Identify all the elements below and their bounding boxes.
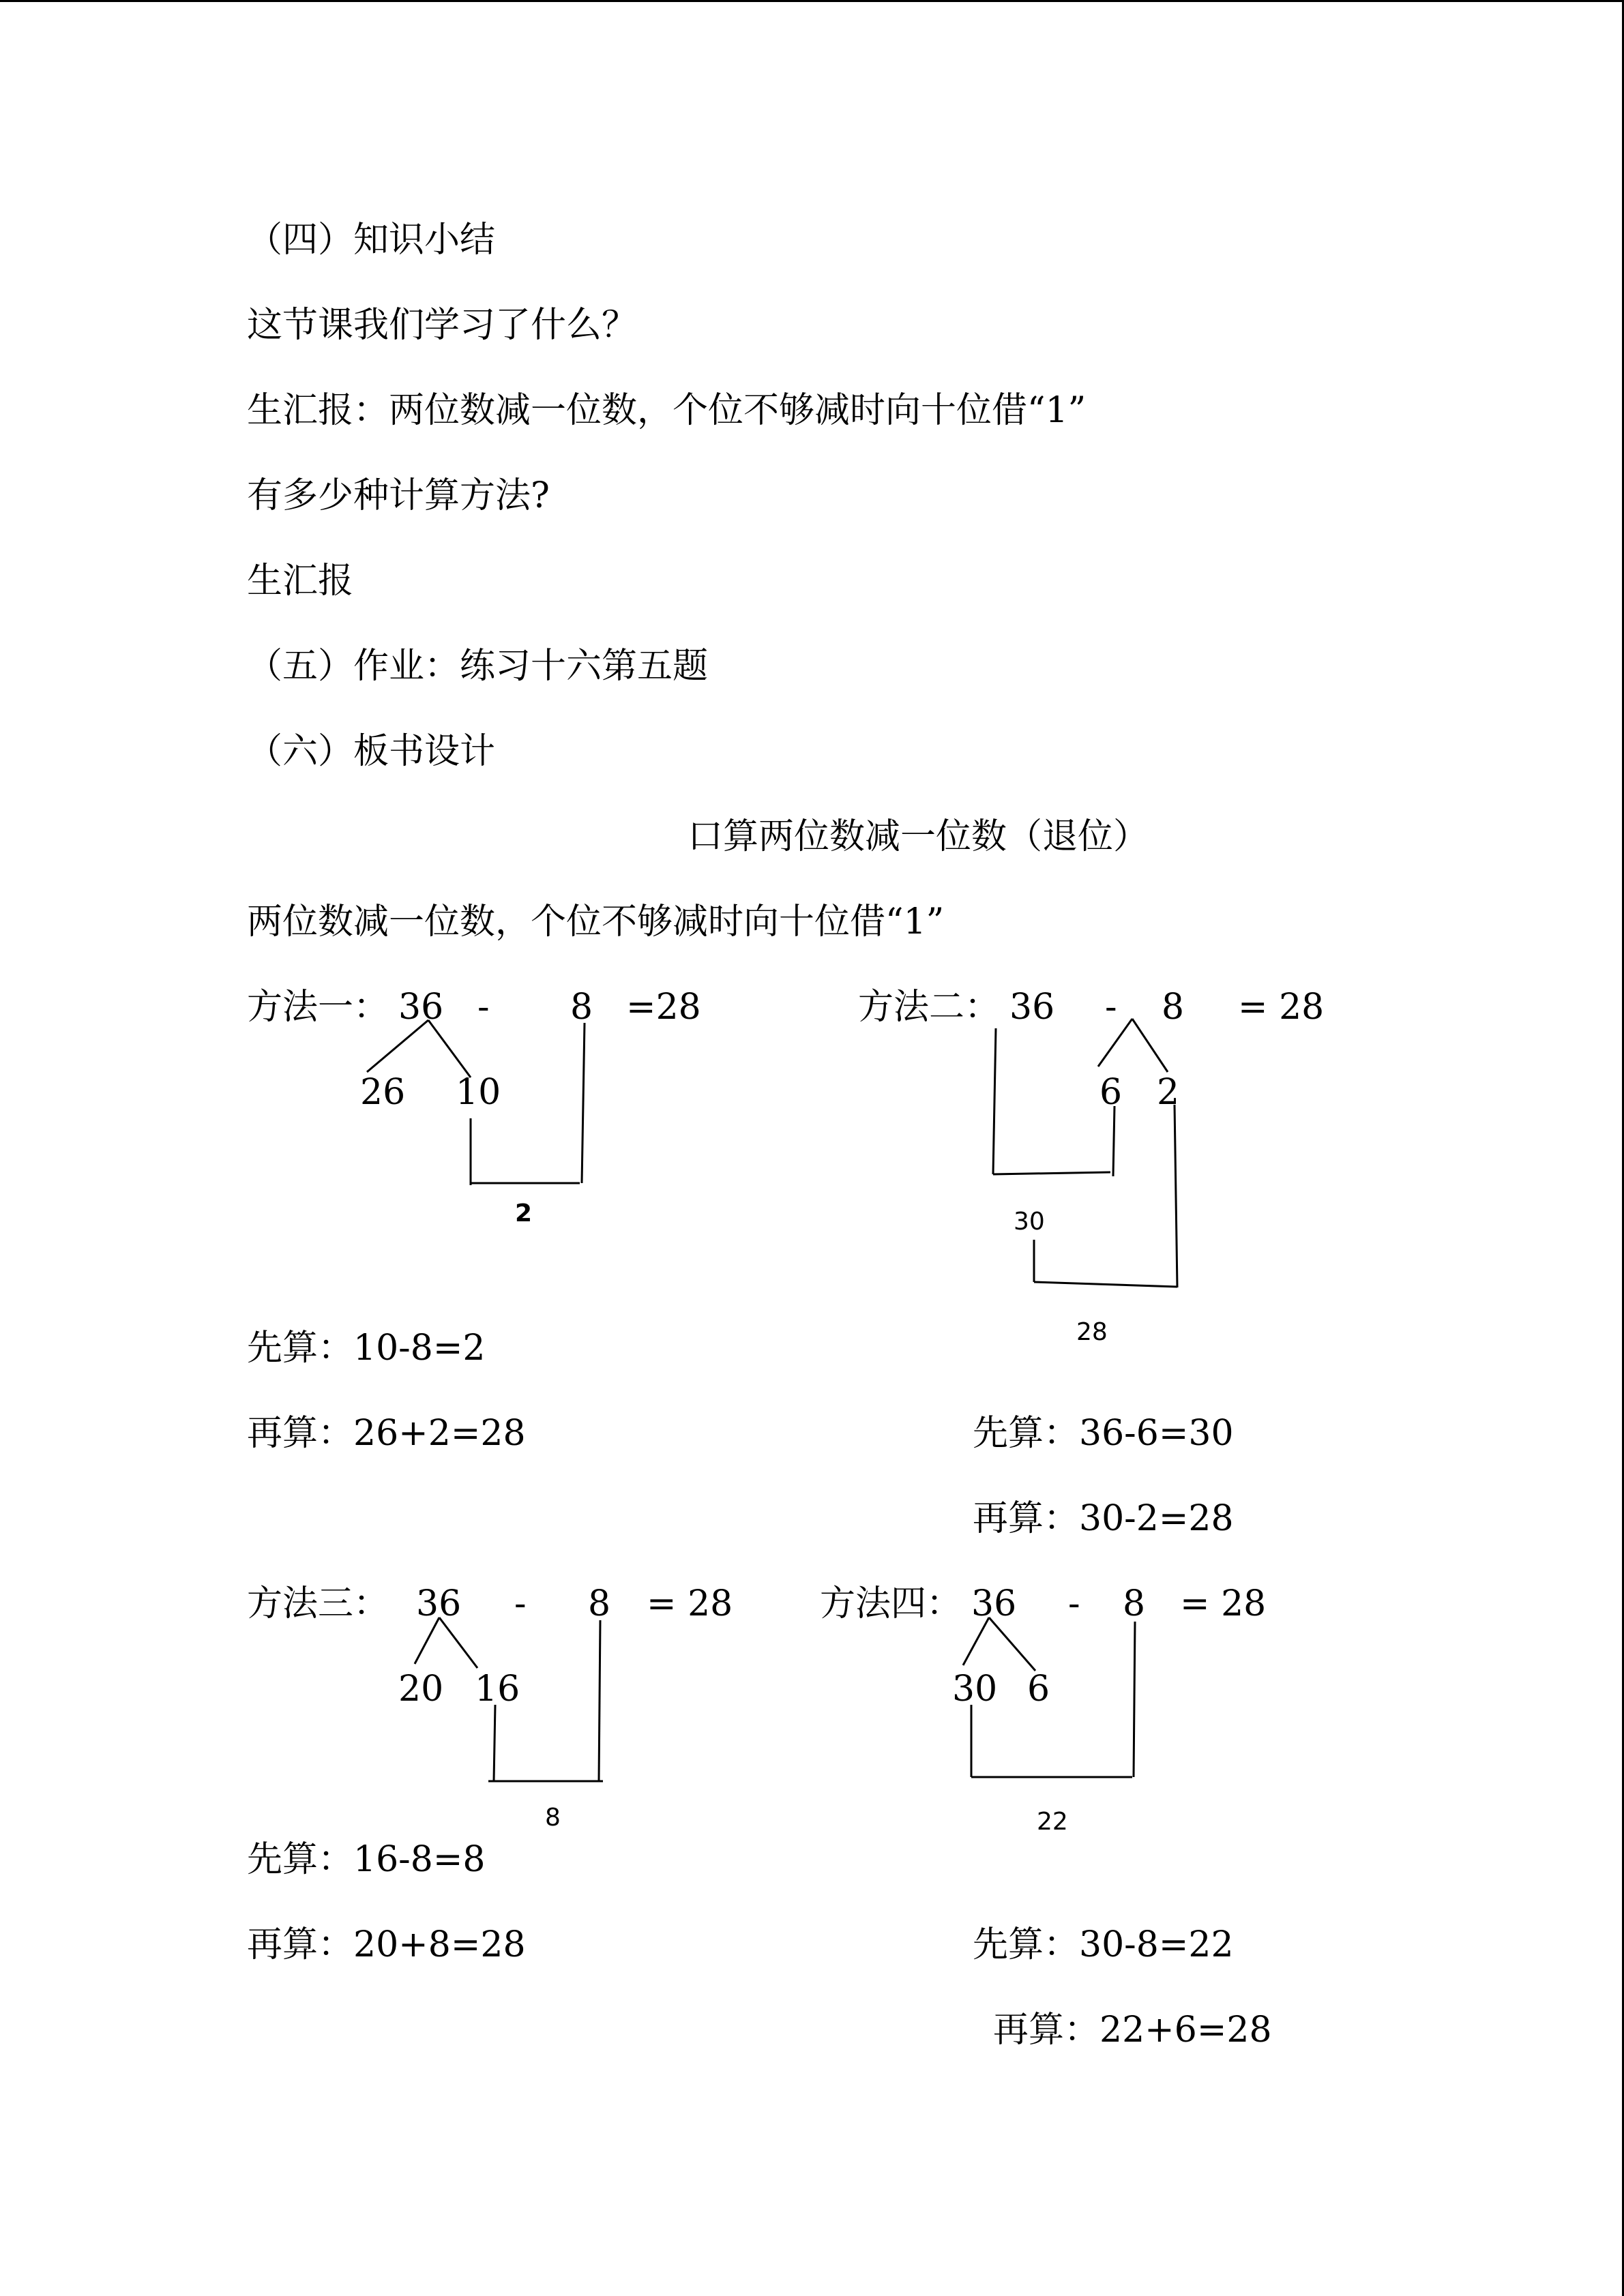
method2-bracket-value-2: 28 (1076, 1318, 1108, 1346)
method3-split-b: 16 (475, 1669, 520, 1710)
method4-split-b: 6 (1027, 1669, 1050, 1710)
method2-step-1: 先算：36-6=30 (973, 1413, 1234, 1454)
method2-bracket1-left (993, 1028, 996, 1174)
method2-subtrahend: 8 (1162, 987, 1185, 1028)
method1-operator: - (477, 987, 490, 1028)
summary-answer-1: 生汇报：两位数减一位数，个位不够减时向十位借“1” (247, 390, 1087, 431)
method3-result: = 28 (647, 1583, 733, 1624)
method1-result: =28 (626, 987, 701, 1028)
method3-operator: - (514, 1583, 527, 1624)
method4-result: = 28 (1180, 1583, 1267, 1624)
method1-branch-right (428, 1020, 471, 1077)
method1-lines (367, 1020, 585, 1185)
board-rule: 两位数减一位数，个位不够减时向十位借“1” (247, 901, 945, 942)
method3-branch-right (439, 1617, 477, 1668)
method4-bracket-value: 22 (1037, 1808, 1068, 1836)
method3-lines (415, 1617, 603, 1781)
method2-bracket1-right (1113, 1106, 1114, 1176)
method3-split-a: 20 (398, 1669, 444, 1710)
method2-minuend: 36 (1009, 987, 1055, 1028)
method3-bracket-left (494, 1705, 495, 1781)
method1-bracket-right (582, 1023, 585, 1183)
method1-step-1: 先算：10-8=2 (247, 1328, 486, 1369)
method2-result: = 28 (1238, 987, 1325, 1028)
method1-minuend: 36 (398, 987, 444, 1028)
method3-branch-left (415, 1617, 439, 1664)
method2-operator: - (1105, 987, 1117, 1028)
method1-branch-left (367, 1020, 428, 1072)
method3-step-2: 再算：20+8=28 (247, 1924, 526, 1965)
method4-label: 方法四： (820, 1583, 962, 1624)
method3-bracket-value: 8 (545, 1804, 561, 1832)
method1-bracket-value: 2 (515, 1199, 533, 1227)
method4-minuend: 36 (971, 1583, 1017, 1624)
method4-branch-right (989, 1617, 1035, 1671)
method4-operator: - (1068, 1583, 1080, 1624)
method4-step-1: 先算：30-8=22 (973, 1924, 1234, 1965)
method1-subtrahend: 8 (570, 987, 593, 1028)
method2-split-b: 2 (1157, 1072, 1180, 1113)
summary-heading: （四）知识小结 (247, 220, 496, 260)
method2-step-2: 再算：30-2=28 (973, 1498, 1234, 1539)
method2-branch-left (1098, 1019, 1132, 1067)
method4-branch-left (963, 1617, 989, 1665)
method1-step-2: 再算：26+2=28 (247, 1413, 526, 1454)
method4-bracket-right (1134, 1622, 1135, 1777)
summary-answer-2: 生汇报 (247, 561, 354, 601)
summary-question-2: 有多少种计算方法? (247, 475, 550, 516)
method2-bracket2-bottom (1034, 1282, 1177, 1287)
board-title: 口算两位数减一位数（退位） (688, 816, 1149, 857)
method3-subtrahend: 8 (588, 1583, 611, 1624)
method2-branch-right (1132, 1019, 1168, 1072)
method2-bracket1-bottom (993, 1172, 1110, 1174)
board-heading: （六）板书设计 (247, 731, 496, 772)
method3-step-1: 先算：16-8=8 (247, 1839, 486, 1880)
method2-bracket-value-1: 30 (1014, 1208, 1045, 1236)
method2-split-a: 6 (1099, 1072, 1123, 1113)
method4-subtrahend: 8 (1123, 1583, 1146, 1624)
method4-lines (963, 1617, 1135, 1777)
method2-lines (993, 1019, 1180, 1287)
method3-minuend: 36 (416, 1583, 462, 1624)
method2-bracket2-right (1175, 1105, 1177, 1287)
method2-label: 方法二： (858, 987, 1001, 1028)
summary-question-1: 这节课我们学习了什么？ (247, 305, 638, 346)
method4-split-a: 30 (952, 1669, 998, 1710)
method4-step-2: 再算：22+6=28 (993, 2010, 1272, 2051)
method1-split-b: 10 (456, 1072, 501, 1113)
method1-label: 方法一： (247, 987, 389, 1028)
method1-split-a: 26 (360, 1072, 406, 1113)
homework-heading: （五）作业：练习十六第五题 (247, 646, 709, 687)
method3-label: 方法三： (247, 1583, 389, 1624)
method3-bracket-right (599, 1620, 600, 1781)
